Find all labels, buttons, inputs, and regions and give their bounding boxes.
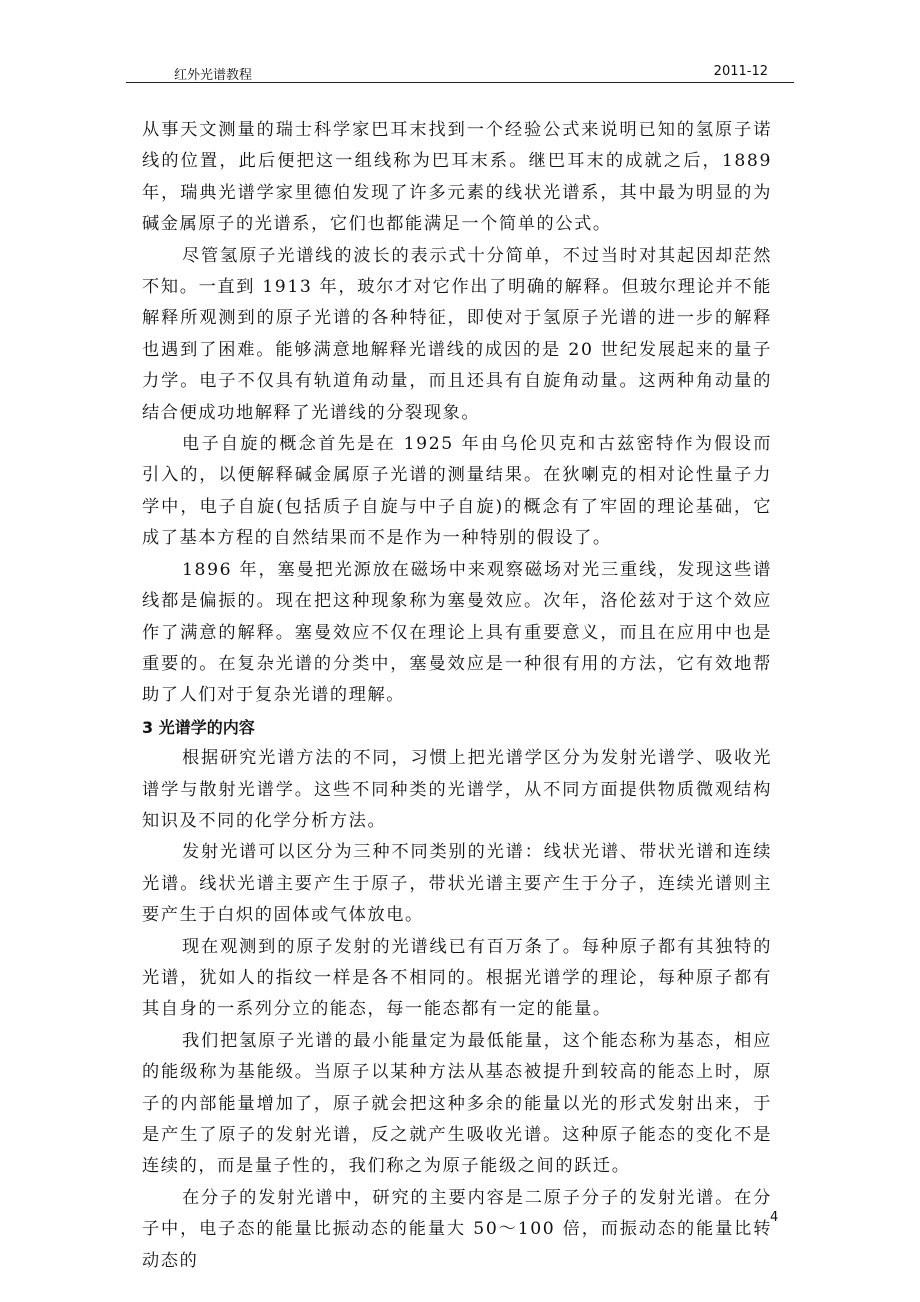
section-heading: 3 光谱学的内容 bbox=[142, 717, 255, 737]
page-header bbox=[126, 62, 794, 83]
header-date: 2011-12 bbox=[713, 64, 768, 79]
paragraph: 1896 年，塞曼把光源放在磁场中来观察磁场对光三重线，发现这些谱线都是偏振的。现在把这种现象称为塞曼效应。次年，洛伦兹对于这个效应作了满意的解释。塞曼效应不仅在理论上具有重要意义，而且在应用中也是重要的。在复杂光谱的分类中，塞曼效应是一种很有用的方法，它有效地帮助了人们对于复杂光谱的理解。 bbox=[142, 559, 772, 706]
paragraph: 根据研究光谱方法的不同，习惯上把光谱学区分为发射光谱学、吸收光谱学与散射光谱学。这些不同种类的光谱学，从不同方面提供物质微观结构知识及不同的化学分析方法。 bbox=[142, 748, 772, 831]
page-number: 4 bbox=[770, 1210, 779, 1225]
paragraph: 尽管氢原子光谱线的波长的表示式十分简单，不过当时对其起因却茫然不知。一直到 1913 年，玻尔才对它作出了明确的解释。但玻尔理论并不能解释所观测到的原子光谱的各种特征，即使对于氢原子光谱的进一步的解释也遇到了困难。能够满意地解释光谱线的成因的是 20 世纪发展起来的量子力学。电子不仅具有轨道角动量，而且还具有自旋角动量。这两种角动量的结合便成功地解释了光谱线的分裂现象。 bbox=[142, 245, 772, 423]
paragraph: 我们把氢原子光谱的最小能量定为最低能量，这个能态称为基态，相应的能级称为基能级。当原子以某种方法从基态被提升到较高的能态上时，原子的内部能量增加了，原子就会把这种多余的能量以光的形式发射出来，于是产生了原子的发射光谱，反之就产生吸收光谱。这种原子能态的变化不是连续的，而是量子性的，我们称之为原子能级之间的跃迁。 bbox=[142, 1030, 772, 1177]
paragraph: 电子自旋的概念首先是在 1925 年由乌伦贝克和古兹密特作为假设而引入的，以便解释碱金属原子光谱的测量结果。在狄喇克的相对论性量子力学中，电子自旋(包括质子自旋与中子自旋)的概念有了牢固的理论基础，它成了基本方程的自然结果而不是作为一种特别的假设了。 bbox=[142, 434, 772, 549]
header-title: 红外光谱教程 bbox=[174, 68, 253, 83]
paragraph: 发射光谱可以区分为三种不同类别的光谱：线状光谱、带状光谱和连续光谱。线状光谱主要产生于原子，带状光谱主要产生于分子，连续光谱则主要产生于白炽的固体或气体放电。 bbox=[142, 842, 772, 926]
paragraph: 从事天文测量的瑞士科学家巴耳末找到一个经验公式来说明已知的氢原子诺线的位置，此后便把这一组线称为巴耳末系。继巴耳末的成就之后，1889 年，瑞典光谱学家里德伯发现了许多元素的线状光谱系，其中最为明显的为碱金属原子的光谱系，它们也都能满足一个简单的公式。 bbox=[142, 120, 772, 235]
paragraph: 在分子的发射光谱中，研究的主要内容是二原子分子的发射光谱。在分子中，电子态的能量比振动态的能量大 50～100 倍，而振动态的能量比转动态的 bbox=[142, 1187, 772, 1271]
paragraph: 现在观测到的原子发射的光谱线已有百万条了。每种原子都有其独特的光谱，犹如人的指纹一样是各不相同的。根据光谱学的理论，每种原子都有其自身的一系列分立的能态，每一能态都有一定的能量。 bbox=[142, 936, 772, 1020]
document-body bbox=[142, 115, 772, 1277]
